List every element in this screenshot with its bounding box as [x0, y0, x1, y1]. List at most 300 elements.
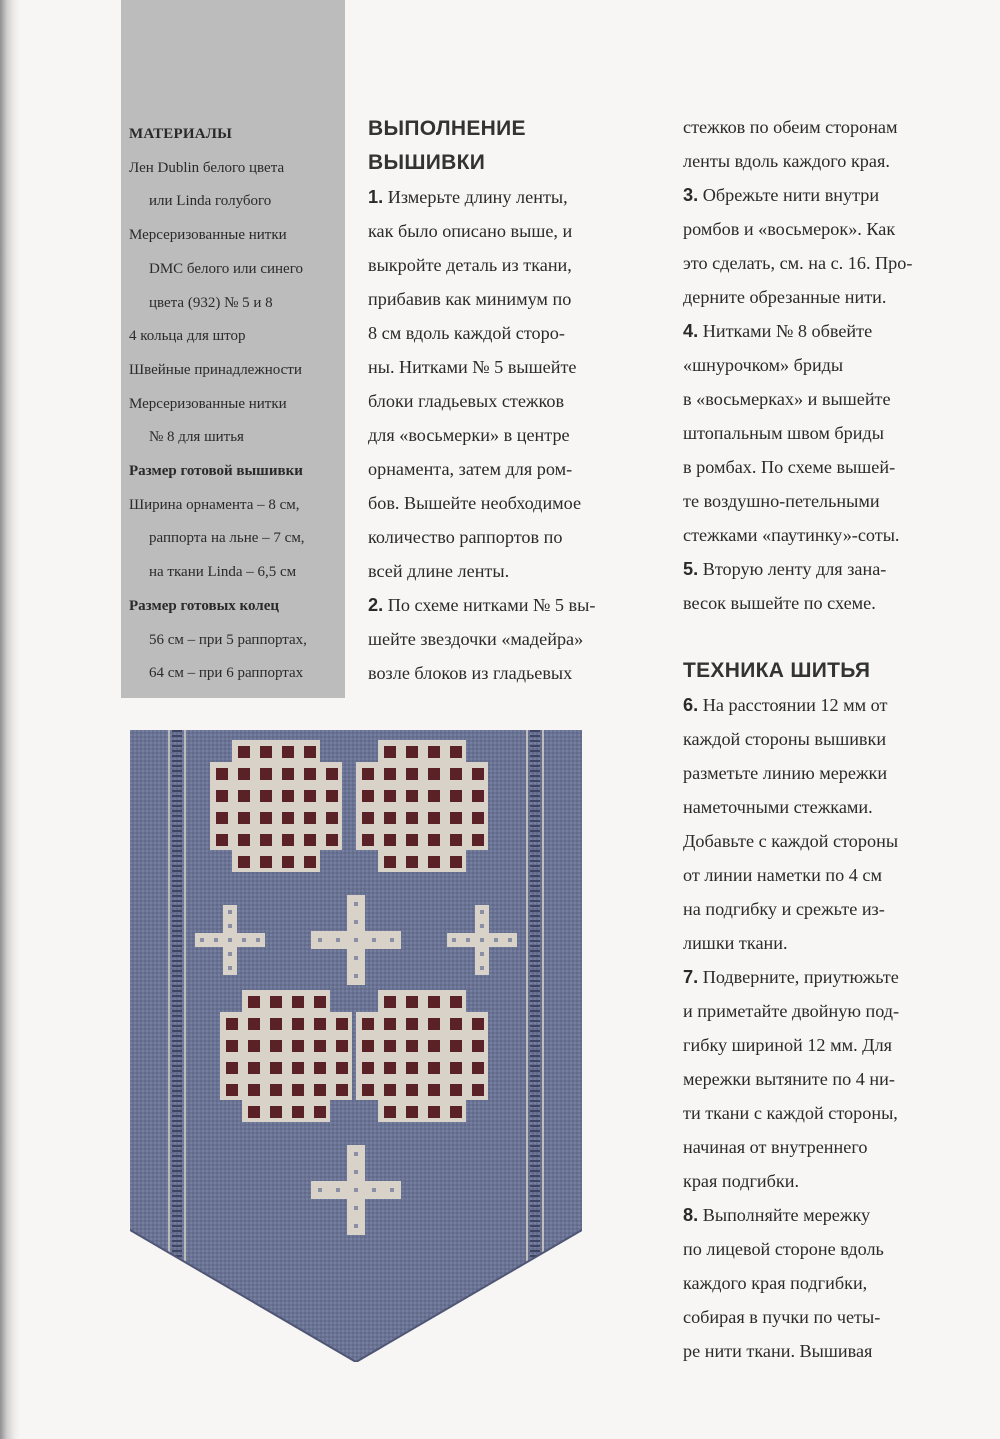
hemstitch [530, 1000, 540, 1002]
hemstitch [530, 995, 540, 997]
hemstitch [172, 940, 182, 942]
hemstitch [172, 1105, 182, 1107]
step-7 [683, 960, 983, 994]
text-line: весок вышейте по схеме. [683, 593, 876, 613]
step-5 [683, 552, 983, 586]
cut-square [260, 746, 272, 758]
hemstitch [172, 1095, 182, 1097]
text-line: разметьте линию мережки [683, 763, 888, 783]
star-eyelet [228, 938, 232, 942]
size-line: Ширина орнамента – 8 см, [129, 496, 300, 513]
hemstitch [172, 1145, 182, 1147]
text-line: каждого края подгибки, [683, 1273, 868, 1293]
cut-square [292, 996, 304, 1008]
hemstitch [172, 900, 182, 902]
cut-square [248, 1018, 260, 1030]
hemstitch [530, 750, 540, 752]
hemstitch [172, 1230, 182, 1232]
hemstitch [530, 1140, 540, 1142]
hemstitch [530, 845, 540, 847]
rings-line: 64 см – при 6 раппортах [149, 665, 304, 682]
text-line: 8 см вдоль каждой сторо- [368, 323, 565, 343]
hemstitch [530, 980, 540, 982]
text-line: прибавив как минимум по [368, 289, 572, 309]
hemstitch [172, 1205, 182, 1207]
cut-square [248, 996, 260, 1008]
hemstitch [530, 1270, 540, 1272]
star-eyelet [228, 924, 232, 928]
step-text: Выполняйте мережку [698, 1205, 871, 1225]
cut-square [238, 812, 250, 824]
hemstitch [530, 1095, 540, 1097]
hemstitch [172, 875, 182, 877]
hemstitch [172, 760, 182, 762]
text-line: всей длине ленты. [368, 561, 510, 581]
star-eyelet [354, 1152, 358, 1156]
text-line: штопальным швом бриды [683, 423, 884, 443]
cut-square [450, 1106, 462, 1118]
hemstitch [530, 1105, 540, 1107]
cut-square [282, 746, 294, 758]
hemstitch [530, 960, 540, 962]
text-line: начиная от внутреннего [683, 1137, 868, 1157]
hemstitch [172, 745, 182, 747]
hemstitch [172, 1075, 182, 1077]
hemstitch [530, 1025, 540, 1027]
text-line: «шнурочком» бриды [683, 355, 844, 375]
cut-square [384, 1084, 396, 1096]
step-8 [683, 1198, 983, 1232]
materials-panel [121, 0, 345, 698]
hemstitch [530, 1165, 540, 1167]
cut-square [336, 1040, 348, 1052]
text-line: гибку шириной 12 мм. Для [683, 1035, 893, 1055]
hemstitch [530, 795, 540, 797]
cut-square [216, 790, 228, 802]
hemstitch [172, 1110, 182, 1112]
hemstitch [530, 730, 540, 732]
rings-line: 56 см – при 5 раппортах, [149, 631, 307, 648]
hemstitch [172, 805, 182, 807]
text-line: и приметайте двойную под- [683, 1001, 900, 1021]
hemstitch [530, 740, 540, 742]
star-eyelet [228, 910, 232, 914]
hemstitch [530, 920, 540, 922]
text-line: ленты вдоль каждого края. [683, 151, 890, 171]
star-eyelet [372, 1188, 376, 1192]
hemstitch [172, 1025, 182, 1027]
hemstitch [530, 1180, 540, 1182]
hemstitch [172, 905, 182, 907]
hemstitch [530, 1100, 540, 1102]
cut-square [472, 812, 484, 824]
hemstitch [172, 840, 182, 842]
cut-square [270, 1018, 282, 1030]
cut-square [384, 768, 396, 780]
cut-square [248, 1106, 260, 1118]
cut-square [428, 834, 440, 846]
hemstitch [172, 1070, 182, 1072]
cut-square [384, 1106, 396, 1118]
cut-square [304, 812, 316, 824]
hemstitch [172, 1040, 182, 1042]
text-line: собирая в пучки по четы- [683, 1307, 881, 1327]
hemstitch [530, 1280, 540, 1282]
hemstitch [172, 735, 182, 737]
hemstitch [530, 1065, 540, 1067]
cut-square [450, 768, 462, 780]
hemstitch [172, 985, 182, 987]
materials-heading: МАТЕРИАЛЫ [129, 126, 233, 142]
hemstitch [530, 965, 540, 967]
cut-square [450, 812, 462, 824]
star-eyelet [466, 938, 470, 942]
hemstitch [530, 855, 540, 857]
hemstitch [530, 945, 540, 947]
hemstitch [172, 915, 182, 917]
star-eyelet [214, 938, 218, 942]
hemstitch [530, 935, 540, 937]
step-text: Измерьте длину ленты, [383, 187, 568, 207]
cut-square [248, 1062, 260, 1074]
cut-square [384, 1018, 396, 1030]
star-eyelet [228, 952, 232, 956]
step-number: 3. [683, 185, 699, 205]
cut-square [282, 790, 294, 802]
hemstitch [172, 845, 182, 847]
text-line: те воздушно-петельными [683, 491, 880, 511]
cut-square [406, 746, 418, 758]
cut-square [428, 1084, 440, 1096]
instructions-column-2 [683, 110, 983, 1368]
hemstitch [530, 1085, 540, 1087]
hemstitch [530, 800, 540, 802]
hemstitch [172, 1060, 182, 1062]
cut-square [384, 856, 396, 868]
star-eyelet [354, 920, 358, 924]
hemstitch [530, 930, 540, 932]
text-line: стежками «паутинку»-соты. [683, 525, 900, 545]
hemstitch [172, 955, 182, 957]
hemstitch [530, 810, 540, 812]
text-line: лишки ткани. [683, 933, 788, 953]
text-line: как было описано выше, и [368, 221, 573, 241]
hemstitch [172, 755, 182, 757]
hemstitch [530, 950, 540, 952]
hemstitch [172, 1185, 182, 1187]
hemstitch [172, 1100, 182, 1102]
cut-square [304, 790, 316, 802]
hemstitch [172, 960, 182, 962]
hemstitch [530, 1045, 540, 1047]
page-spine-shadow [0, 0, 20, 1439]
hemstitch [530, 1130, 540, 1132]
hemstitch [172, 1270, 182, 1272]
cut-square [260, 768, 272, 780]
step-text: Нитками № 8 обвейте [698, 321, 873, 341]
step-text: Вторую ленту для зана- [698, 559, 887, 579]
hemstitch [530, 905, 540, 907]
cut-square [362, 790, 374, 802]
cut-square [472, 1040, 484, 1052]
hemstitch [530, 1285, 540, 1287]
hemstitch [530, 865, 540, 867]
cut-square [384, 1062, 396, 1074]
hemstitch [530, 760, 540, 762]
text-line: блоки гладьевых стежков [368, 391, 565, 411]
hemstitch [530, 1030, 540, 1032]
cut-square [270, 1062, 282, 1074]
hemstitch [530, 1145, 540, 1147]
hemstitch [172, 870, 182, 872]
cut-square [304, 856, 316, 868]
materials-line: DMC белого или синего [149, 260, 303, 277]
size-line: раппорта на льне – 7 см, [149, 530, 305, 547]
star-eyelet [452, 938, 456, 942]
cut-square [292, 1062, 304, 1074]
hemstitch [530, 1225, 540, 1227]
hemstitch [530, 1220, 540, 1222]
cut-square [304, 768, 316, 780]
hemstitch [530, 755, 540, 757]
cut-square [282, 856, 294, 868]
hemstitch [172, 795, 182, 797]
cut-square [362, 812, 374, 824]
hemstitch [530, 1060, 540, 1062]
cut-square [472, 1062, 484, 1074]
hemstitch [530, 1155, 540, 1157]
cut-square [238, 768, 250, 780]
star-eyelet [390, 938, 394, 942]
hemstitch [530, 745, 540, 747]
hemstitch [172, 855, 182, 857]
hemstitch [172, 1265, 182, 1267]
hemstitch [530, 1070, 540, 1072]
hemstitch [172, 1015, 182, 1017]
hemstitch [172, 930, 182, 932]
hemstitch [530, 1015, 540, 1017]
hemstitch [172, 1245, 182, 1247]
text-line: ре нити ткани. Вышивая [683, 1341, 873, 1361]
star-eyelet [354, 974, 358, 978]
hemstitch [172, 1000, 182, 1002]
hemstitch [172, 1175, 182, 1177]
hemstitch [530, 1245, 540, 1247]
hemstitch [172, 990, 182, 992]
materials-line: 4 кольца для штор [129, 328, 246, 345]
hemstitch [172, 790, 182, 792]
hemstitch [172, 865, 182, 867]
size-line: на ткани Linda – 6,5 см [149, 564, 297, 581]
hemstitch [172, 995, 182, 997]
cut-square [260, 812, 272, 824]
hemstitch [172, 800, 182, 802]
cut-square [260, 834, 272, 846]
hemstitch [172, 1195, 182, 1197]
cut-square [428, 1062, 440, 1074]
hemstitch [172, 770, 182, 772]
step-text: Подверните, приутюжьте [698, 967, 899, 987]
hemstitch [530, 805, 540, 807]
hemstitch [172, 920, 182, 922]
hemstitch [172, 1085, 182, 1087]
cut-square [326, 834, 338, 846]
cut-square [282, 768, 294, 780]
hemstitch [530, 1215, 540, 1217]
section-heading-sewing: ТЕХНИКА ШИТЬЯ [683, 659, 871, 682]
hemstitch [172, 750, 182, 752]
hemstitch [172, 1155, 182, 1157]
hemstitch [530, 1240, 540, 1242]
text-line: ти ткани с каждой стороны, [683, 1103, 898, 1123]
hemstitch [172, 1080, 182, 1082]
cut-square [384, 996, 396, 1008]
rings-size-heading: Размер готовых колец [129, 597, 280, 614]
hemstitch [172, 830, 182, 832]
cut-square [216, 834, 228, 846]
hemstitch [172, 885, 182, 887]
materials-line: Мерсеризованные нитки [129, 395, 287, 412]
text-line: для «восьмерки» в центре [368, 425, 570, 445]
hemstitch [172, 775, 182, 777]
text-line: это сделать, см. на с. 16. Про- [683, 253, 913, 273]
hemstitch [530, 770, 540, 772]
hemstitch [172, 1220, 182, 1222]
star-eyelet [480, 966, 484, 970]
cut-square [450, 1084, 462, 1096]
step-number: 1. [368, 187, 384, 207]
cut-square [472, 768, 484, 780]
hemstitch [172, 1065, 182, 1067]
step-2 [368, 588, 658, 622]
cut-square [314, 1040, 326, 1052]
star-eyelet [494, 938, 498, 942]
cut-square [384, 790, 396, 802]
hemstitch [530, 1265, 540, 1267]
hemstitch [530, 1200, 540, 1202]
star-eyelet [318, 938, 322, 942]
hemstitch [530, 1230, 540, 1232]
star-eyelet [200, 938, 204, 942]
cut-square [428, 996, 440, 1008]
hemstitch [530, 830, 540, 832]
hemstitch [530, 850, 540, 852]
section-heading-embroidery: ВЫПОЛНЕНИЕ [368, 117, 526, 140]
cut-square [362, 1018, 374, 1030]
hemstitch [530, 880, 540, 882]
hemstitch [530, 780, 540, 782]
hemstitch [530, 975, 540, 977]
cut-square [314, 1062, 326, 1074]
star-eyelet [354, 956, 358, 960]
hemstitch [172, 1150, 182, 1152]
cut-square [326, 768, 338, 780]
cut-square [362, 1062, 374, 1074]
hemstitch [172, 1200, 182, 1202]
hemstitch [172, 820, 182, 822]
cut-square [406, 834, 418, 846]
hemstitch [172, 910, 182, 912]
star-eyelet [354, 1188, 358, 1192]
cut-square [384, 834, 396, 846]
hemstitch [530, 735, 540, 737]
hemstitch [530, 895, 540, 897]
cut-square [314, 1106, 326, 1118]
hemstitch [530, 925, 540, 927]
hemstitch [172, 1275, 182, 1277]
hemstitch [172, 950, 182, 952]
hemstitch [530, 890, 540, 892]
star-eyelet [508, 938, 512, 942]
hemstitch [530, 835, 540, 837]
hemstitch [172, 965, 182, 967]
step-number: 6. [683, 695, 699, 715]
star-eyelet [242, 938, 246, 942]
cut-square [270, 1084, 282, 1096]
hemstitch [530, 870, 540, 872]
hemstitch [172, 1190, 182, 1192]
hemstitch [172, 1050, 182, 1052]
cut-square [406, 856, 418, 868]
star-eyelet [336, 1188, 340, 1192]
hemstitch [530, 910, 540, 912]
cut-square [304, 834, 316, 846]
text-line: количество раппортов по [368, 527, 563, 547]
cut-square [450, 1040, 462, 1052]
cut-square [292, 1018, 304, 1030]
cut-square [336, 1018, 348, 1030]
hemstitch [530, 815, 540, 817]
hemstitch [172, 1030, 182, 1032]
section-heading-embroidery-2: ВЫШИВКИ [368, 151, 486, 174]
hemstitch [530, 1020, 540, 1022]
hemstitch [172, 1165, 182, 1167]
hemstitch [530, 885, 540, 887]
cut-square [362, 1040, 374, 1052]
cut-square [472, 834, 484, 846]
instructions-column-1 [368, 112, 658, 690]
cut-square [216, 768, 228, 780]
cut-square [282, 812, 294, 824]
cut-square [406, 790, 418, 802]
text-line: орнамента, затем для ром- [368, 459, 573, 479]
text-line: наметочными стежками. [683, 797, 873, 817]
hemstitch [172, 1170, 182, 1172]
cut-square [248, 1040, 260, 1052]
text-line: на подгибку и срежьте из- [683, 899, 885, 919]
cut-square [450, 856, 462, 868]
hemstitch [530, 825, 540, 827]
hemstitch [172, 860, 182, 862]
hemstitch [530, 790, 540, 792]
step-number: 2. [368, 595, 384, 615]
hemstitch [530, 1075, 540, 1077]
cut-square [248, 1084, 260, 1096]
cut-square [362, 834, 374, 846]
hemstitch [172, 975, 182, 977]
hemstitch [172, 1035, 182, 1037]
star-eyelet [318, 1188, 322, 1192]
hemstitch [530, 875, 540, 877]
cut-square [384, 1040, 396, 1052]
hemstitch [172, 780, 182, 782]
cut-square [428, 1040, 440, 1052]
text-line: каждой стороны вышивки [683, 729, 887, 749]
cut-square [270, 1106, 282, 1118]
text-line: края подгибки. [683, 1171, 800, 1191]
cut-square [226, 1040, 238, 1052]
hemstitch [172, 1235, 182, 1237]
